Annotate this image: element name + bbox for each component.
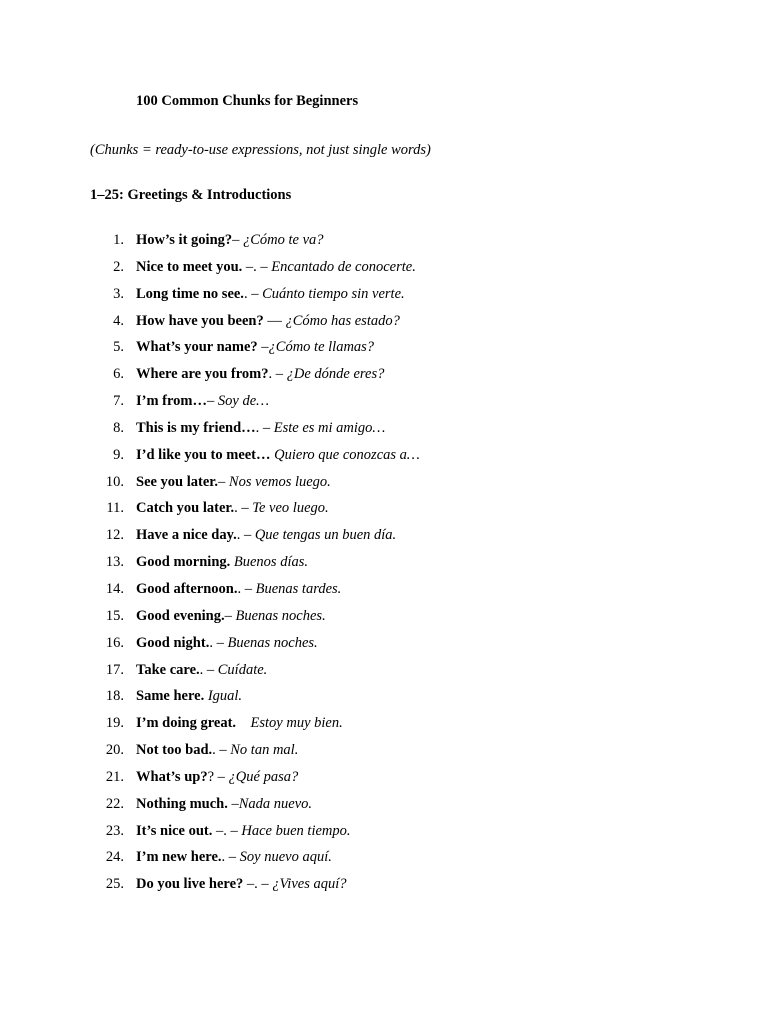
separator [236,715,251,731]
spanish-translation: Cuánto tiempo sin verte. [262,285,405,302]
separator: –. – [212,822,242,839]
item-number: 10. [105,473,124,490]
list-item [0,794,768,821]
item-number: 13. [105,554,124,571]
item-number: 8. [113,419,124,436]
item-body [136,364,384,384]
spanish-translation: Hace buen tiempo. [241,822,351,839]
item-body [136,847,332,867]
spanish-translation: ¿Cómo has estado? [285,312,400,329]
list-item [0,686,768,713]
english-phrase: I’d like you to meet… [136,446,271,463]
spanish-translation: Nada nuevo. [238,795,313,812]
english-phrase: What’s up? [136,768,208,785]
english-phrase: Do you live here? [136,876,244,893]
spanish-translation: ¿Vives aquí? [272,876,347,893]
list-item [0,633,768,660]
spanish-translation: ¿Cómo te llamas? [268,339,375,356]
list-item [0,767,768,794]
list-item [0,445,768,472]
separator: . – [236,527,255,544]
english-phrase: I’m doing great. [136,715,237,732]
item-body [136,230,324,250]
spanish-translation: Buenas noches. [235,607,326,624]
item-number: 2. [113,258,124,275]
spanish-translation: Te veo luego. [252,500,329,517]
spanish-translation: Soy nuevo aquí. [239,849,332,866]
list-item [0,821,768,848]
item-body [136,767,298,787]
spanish-translation: Buenas noches. [227,634,318,651]
list-item [0,364,768,391]
spanish-translation: Estoy muy bien. [250,715,343,732]
list-item [0,579,768,606]
item-body [136,391,269,411]
separator: . – [243,285,263,302]
item-body [136,713,343,733]
item-number: 24. [105,849,124,866]
english-phrase: How have you been? [136,312,264,329]
list-item [0,525,768,552]
english-phrase: Have a nice day. [136,527,237,544]
english-phrase: I’m from… [136,393,208,410]
item-number: 7. [113,393,124,410]
separator: –. – [242,258,272,275]
item-body [136,660,267,680]
spanish-translation: Nos vemos luego. [228,473,331,490]
spanish-translation: ¿De dónde eres? [286,366,385,383]
item-number: 18. [105,688,124,705]
list-item [0,552,768,579]
separator: – [257,339,269,356]
item-number: 16. [105,634,124,651]
separator: – [224,607,236,624]
document-subtitle: (Chunks = ready-to-use expressions, not just single words) [90,142,431,158]
list-item [0,257,768,284]
spanish-translation: Soy de… [217,393,270,410]
spanish-translation: No tan mal. [230,742,299,759]
item-number: 22. [105,795,124,812]
list-item [0,740,768,767]
item-body [136,794,312,814]
separator: . – [255,419,274,436]
item-number: 1. [113,232,124,248]
separator: – [232,232,244,248]
item-number: 3. [113,285,124,302]
item-body [136,311,400,331]
list-item [0,660,768,687]
item-body [136,740,298,760]
list-item [0,337,768,364]
separator: . – [199,661,218,678]
item-body [136,579,341,599]
spanish-translation: Este es mi amigo… [273,419,386,436]
english-phrase: See you later. [136,473,219,490]
separator: ? – [207,768,229,785]
item-number: 15. [105,607,124,624]
separator: – [227,795,239,812]
english-phrase: Long time no see. [136,285,244,302]
english-phrase: Good morning. [136,554,231,571]
section-heading: 1–25: Greetings & Introductions [90,187,292,203]
item-number: 9. [113,446,124,463]
english-phrase: Catch you later. [136,500,235,517]
spanish-translation: ¿Cómo te va? [243,232,324,248]
item-body [136,821,351,841]
list-item [0,472,768,499]
english-phrase: Where are you from? [136,366,269,383]
spanish-translation: Que tengas un buen día. [254,527,397,544]
list-item [0,498,768,525]
english-phrase: Take care. [136,661,200,678]
item-body [136,552,308,572]
separator: –. – [243,876,273,893]
spanish-translation: ¿Qué pasa? [228,768,299,785]
list-item [0,230,768,257]
spanish-translation: Cuídate. [217,661,268,678]
separator: . – [209,634,228,651]
list-item [0,847,768,874]
item-number: 12. [105,527,124,544]
english-phrase: Same here. [136,688,205,705]
separator: . – [237,580,256,597]
item-number: 25. [105,876,124,893]
spanish-translation: Buenas tardes. [255,580,342,597]
english-phrase: It’s nice out. [136,822,213,839]
english-phrase: Good evening. [136,607,225,624]
separator: . – [268,366,287,383]
english-phrase: I’m new here. [136,849,222,866]
separator: – [218,473,229,490]
list-item [0,284,768,311]
item-body [136,418,385,438]
separator: — [263,312,286,329]
item-body [136,445,420,465]
item-number: 23. [105,822,124,839]
english-phrase: Nice to meet you. [136,258,243,275]
spanish-translation: Encantado de conocerte. [271,258,416,275]
spanish-translation: Quiero que conozcas a… [274,446,420,463]
spanish-translation: Buenos días. [233,554,308,571]
english-phrase: How’s it going? [136,232,233,248]
english-phrase: Nothing much. [136,795,228,812]
item-body [136,284,405,304]
item-number: 19. [105,715,124,732]
item-body [136,606,326,626]
item-number: 14. [105,580,124,597]
item-body [136,337,374,357]
list-item [0,874,768,901]
separator: – [207,393,218,410]
item-number: 11. [106,500,124,517]
english-phrase: This is my friend… [136,419,256,436]
list-item [0,391,768,418]
item-number: 4. [113,312,124,329]
item-number: 5. [113,339,124,356]
english-phrase: What’s your name? [136,339,258,356]
spanish-translation: Igual. [207,688,243,705]
item-number: 17. [105,661,124,678]
list-item [0,713,768,740]
item-body [136,874,347,894]
list-item [0,606,768,633]
item-body [136,498,329,518]
separator: . – [221,849,240,866]
item-body [136,472,331,492]
english-phrase: Not too bad. [136,742,213,759]
chunk-list [0,230,768,901]
item-number: 21. [105,768,124,785]
english-phrase: Good afternoon. [136,580,238,597]
document-title: 100 Common Chunks for Beginners [136,93,359,109]
item-body [136,257,416,277]
item-body [136,633,318,653]
item-number: 20. [105,742,124,759]
separator: . – [234,500,253,517]
english-phrase: Good night. [136,634,210,651]
separator: . – [212,742,231,759]
list-item [0,311,768,338]
item-body [136,686,242,706]
list-item [0,418,768,445]
item-body [136,525,396,545]
item-number: 6. [113,366,124,383]
